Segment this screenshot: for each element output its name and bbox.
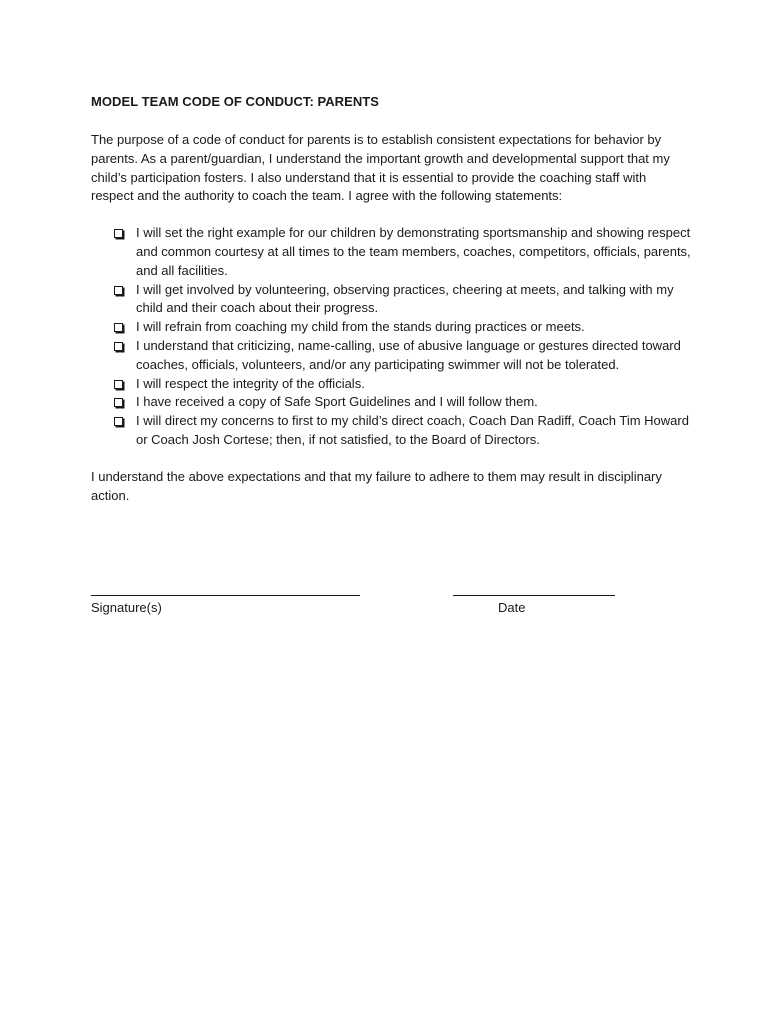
statement-text: I will refrain from coaching my child from the stands during practices or meets. (136, 319, 585, 335)
closing-paragraph: I understand the above expectations and that my failure to adhere to them may result in disciplinary action. (91, 468, 662, 503)
signature-block (91, 582, 691, 622)
statement-item (91, 281, 691, 319)
intro-paragraph: The purpose of a code of conduct for parents is to establish consistent expectations for behavior by parents. As a parent/guardian, I understand the important growth and developmental support that my child’s participation fosters. I also understand that it is essential to provide the coaching staff with respect and the authority to coach the team. I agree with the following statements: (91, 132, 670, 204)
statement-item (91, 318, 691, 337)
checkbox-icon (114, 398, 123, 407)
signature-line (91, 595, 360, 596)
statement-item (91, 337, 691, 375)
date-line (453, 595, 615, 596)
document-title: MODEL TEAM CODE OF CONDUCT: PARENTS (91, 94, 379, 109)
statement-text: I understand that criticizing, name-calling, use of abusive language or gestures directed toward coaches, officials, volunteers, and/or any participating swimmer will not be tolerated. (136, 337, 681, 372)
statement-text: I have received a copy of Safe Sport Guidelines and I will follow them. (136, 394, 538, 410)
statement-item (91, 393, 691, 412)
checkbox-icon (114, 323, 123, 332)
statement-item (91, 375, 691, 394)
checkbox-icon (114, 342, 123, 351)
checkbox-icon (114, 286, 123, 295)
checkbox-icon (114, 229, 123, 238)
statement-text: I will direct my concerns to first to my child’s direct coach, Coach Dan Radiff, Coach Tim Howard or Coach Josh Cortese; then, if not satisfied, to the Board of Directors. (136, 413, 689, 447)
statement-item (91, 224, 691, 280)
statement-text: I will set the right example for our children by demonstrating sportsmanship and showing respect and common courtesy at all times to the team members, coaches, competitors, officials, parents, and all facilities. (136, 225, 691, 278)
signature-label: Signature(s) (91, 600, 162, 615)
checkbox-icon (114, 417, 123, 426)
statement-list (91, 224, 691, 450)
checkbox-icon (114, 380, 123, 389)
statement-text: I will get involved by volunteering, observing practices, cheering at meets, and talking with my child and their coach about their progress. (136, 281, 674, 316)
date-label: Date (498, 600, 526, 615)
statement-item (91, 412, 691, 450)
document-body (91, 93, 691, 505)
statement-text: I will respect the integrity of the officials. (136, 375, 365, 391)
